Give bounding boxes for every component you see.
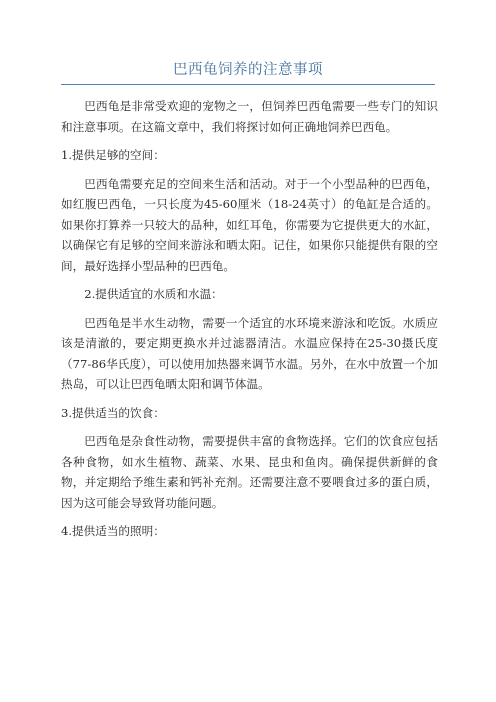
section-1-heading: 1.提供足够的空间： — [61, 148, 165, 162]
page-title: 巴西龟饲养的注意事项 — [173, 62, 323, 78]
section-1-body: 巴西龟需要充足的空间来生活和活动。对于一个小型品种的巴西龟，如红腹巴西龟，一只长度为45-60厘米（18-24英寸）的龟缸是合适的。如果你打算养一只较大的品种，如红耳龟，你需要为它提供更大的水缸，以确保它有足够的空间来游泳和晒太阳。记住，如果你只能提供有限的空间，最好选择小型品种的巴西龟。 — [61, 176, 438, 273]
section-2-heading: 2.提供适宜的水质和水温： — [84, 287, 223, 301]
document-body — [61, 96, 438, 550]
section-2-body: 巴西龟是半水生动物，需要一个适宜的水环境来游泳和吃饭。水质应该是清澈的，要定期更换水并过滤器清洁。水温应保持在25-30摄氏度（77-86华氏度），可以使用加热器来调节水温。另外，在水中放置一个加热岛，可以让巴西龟晒太阳和调节体温。 — [61, 315, 438, 391]
title-underline — [61, 84, 435, 85]
intro-paragraph: 巴西龟是非常受欢迎的宠物之一，但饲养巴西龟需要一些专门的知识和注意事项。在这篇文章中，我们将探讨如何正确地饲养巴西龟。 — [61, 99, 438, 134]
section-3-body: 巴西龟是杂食性动物，需要提供丰富的食物选择。它们的饮食应包括各种食物，如水生植物、蔬菜、水果、昆虫和鱼肉。确保提供新鲜的食物，并定期给予维生素和钙补充剂。还需要注意不要喂食过多的蛋白质，因为这可能会导致肾功能问题。 — [61, 434, 438, 510]
section-4-heading: 4.提供适当的照明： — [61, 524, 165, 538]
section-3-heading: 3.提供适当的饮食： — [61, 405, 165, 420]
